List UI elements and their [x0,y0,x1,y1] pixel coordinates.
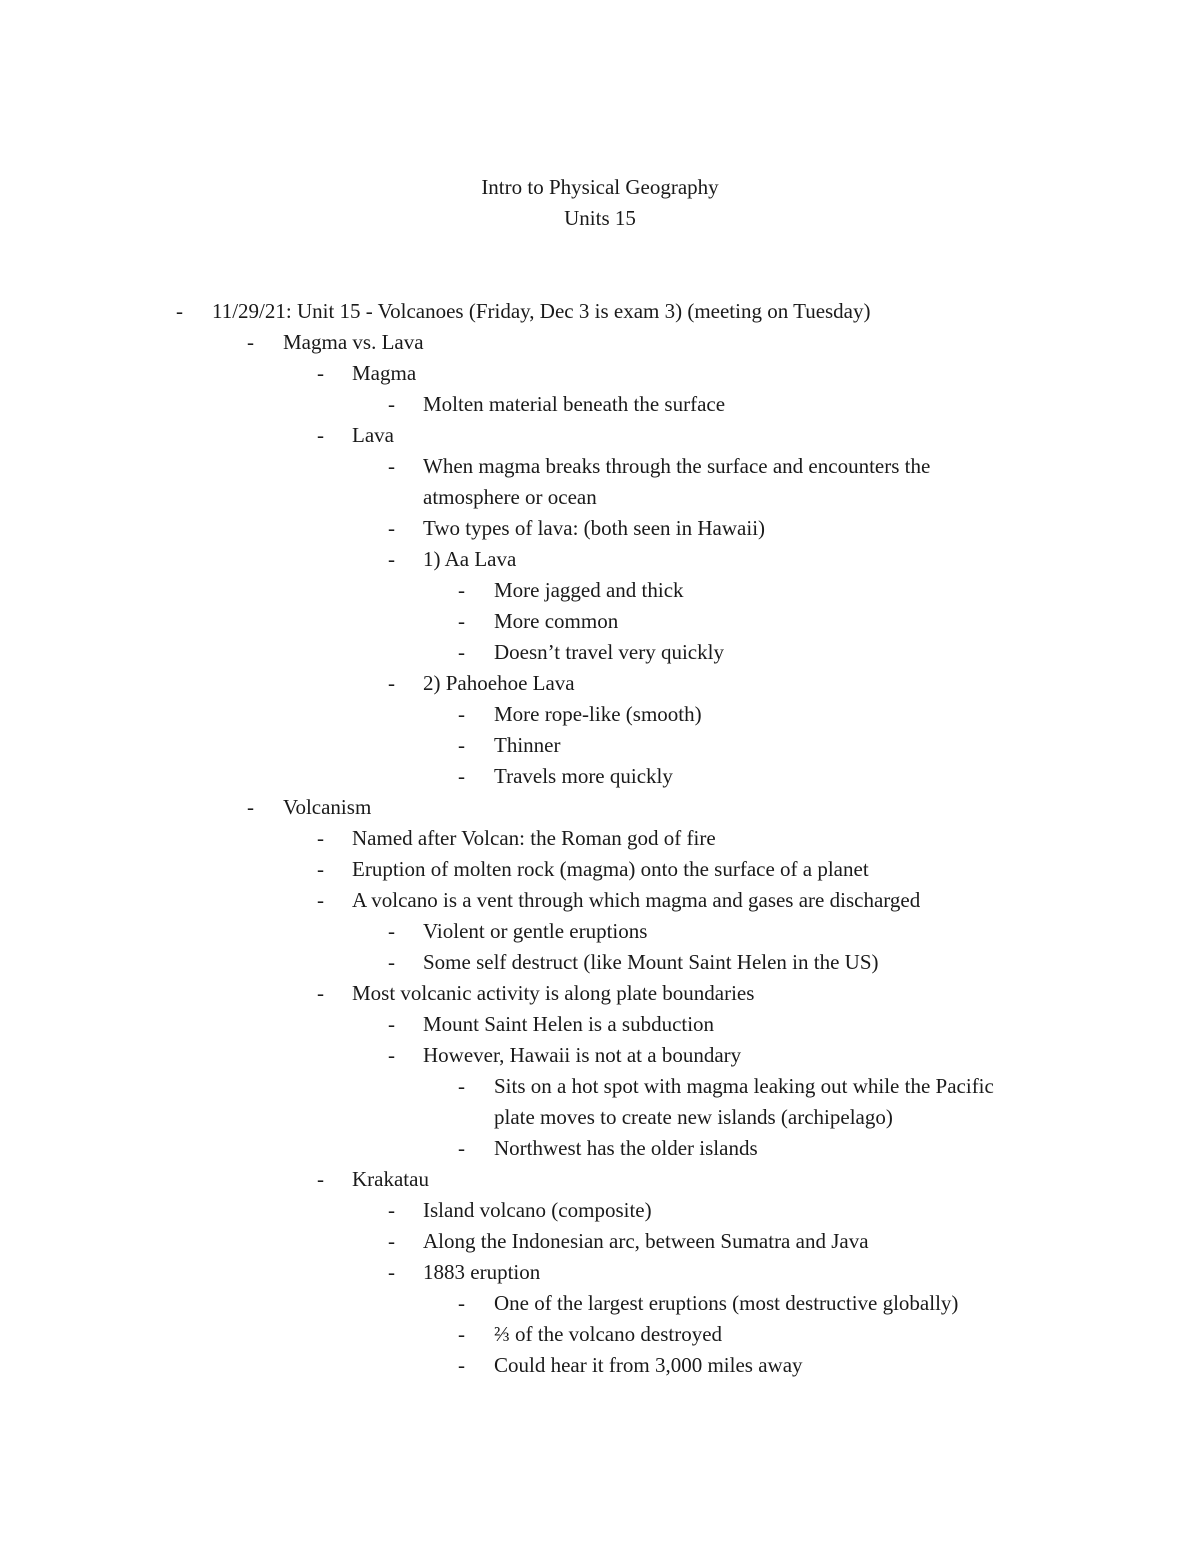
bullet-dash: - [317,1167,324,1191]
note-text: Violent or gentle eruptions [423,919,648,943]
note-line [0,513,1200,544]
document-title: Intro to Physical Geography [481,175,719,199]
note-text: Named after Volcan: the Roman god of fire [352,826,716,850]
note-text: Travels more quickly [494,764,673,788]
note-line [0,854,1200,885]
note-text: More rope-like (smooth) [494,702,702,726]
bullet-dash: - [317,981,324,1005]
bullet-dash: - [458,1074,465,1098]
note-line [0,730,1200,761]
note-text: Volcanism [283,795,372,819]
note-line [0,699,1200,730]
note-text: ⅔ of the volcano destroyed [494,1322,723,1346]
note-line [0,1133,1200,1164]
note-line [0,1195,1200,1226]
bullet-dash: - [458,578,465,602]
bullet-dash: - [247,795,254,819]
bullet-dash: - [458,764,465,788]
note-line [0,327,1200,358]
bullet-dash: - [458,1322,465,1346]
note-line [0,978,1200,1009]
bullet-dash: - [458,640,465,664]
note-text: However, Hawaii is not at a boundary [423,1043,742,1067]
note-text: Most volcanic activity is along plate boundaries [352,981,755,1005]
note-line [0,389,1200,420]
bullet-dash: - [247,330,254,354]
bullet-dash: - [388,1198,395,1222]
note-text: 2) Pahoehoe Lava [423,671,575,695]
bullet-dash: - [458,733,465,757]
note-text: plate moves to create new islands (archipelago) [494,1105,893,1129]
note-text: More jagged and thick [494,578,684,602]
note-text: 1883 eruption [423,1260,541,1284]
note-text: Some self destruct (like Mount Saint Helen in the US) [423,950,879,974]
note-line [0,947,1200,978]
note-line [0,1226,1200,1257]
bullet-dash: - [388,671,395,695]
note-line [0,575,1200,606]
note-text: Molten material beneath the surface [423,392,726,416]
bullet-dash: - [458,1291,465,1315]
note-text: Magma [352,361,417,385]
bullet-dash: - [388,1043,395,1067]
note-text: 11/29/21: Unit 15 - Volcanoes (Friday, Dec 3 is exam 3) (meeting on Tuesday) [212,299,871,323]
note-line [0,451,1200,482]
bullet-dash: - [388,547,395,571]
note-line [0,544,1200,575]
note-text: Krakatau [352,1167,429,1191]
note-text: Doesn’t travel very quickly [494,640,724,664]
note-text: Island volcano (composite) [423,1198,652,1222]
note-line [0,1164,1200,1195]
note-text: More common [494,609,619,633]
note-line [0,916,1200,947]
note-line [0,1257,1200,1288]
note-line [0,1102,1200,1133]
note-line [0,1071,1200,1102]
bullet-dash: - [388,1012,395,1036]
note-text: When magma breaks through the surface and encounters the [423,454,931,478]
document-subtitle: Units 15 [564,206,636,230]
bullet-dash: - [317,423,324,447]
note-line [0,420,1200,451]
bullet-dash: - [176,299,183,323]
note-line [0,1319,1200,1350]
note-text: atmosphere or ocean [423,485,597,509]
note-text: Two types of lava: (both seen in Hawaii) [423,516,766,540]
note-text: Along the Indonesian arc, between Sumatra and Java [423,1229,869,1253]
bullet-dash: - [388,1260,395,1284]
bullet-dash: - [317,857,324,881]
note-line [0,1009,1200,1040]
bullet-dash: - [458,1353,465,1377]
note-line [0,885,1200,916]
note-text: Eruption of molten rock (magma) onto the surface of a planet [352,857,869,881]
bullet-dash: - [388,392,395,416]
bullet-dash: - [388,454,395,478]
note-line [0,482,1200,513]
note-text: Sits on a hot spot with magma leaking out while the Pacific [494,1074,994,1098]
note-line [0,606,1200,637]
note-line [0,358,1200,389]
note-line [0,637,1200,668]
note-text: Lava [352,423,394,447]
bullet-dash: - [388,919,395,943]
note-text: Thinner [494,733,561,757]
note-text: Mount Saint Helen is a subduction [423,1012,715,1036]
bullet-dash: - [458,702,465,726]
note-text: Northwest has the older islands [494,1136,758,1160]
note-line [0,1350,1200,1381]
note-line [0,1040,1200,1071]
note-text: A volcano is a vent through which magma and gases are discharged [352,888,921,912]
bullet-dash: - [317,826,324,850]
note-line [0,668,1200,699]
bullet-dash: - [388,1229,395,1253]
bullet-dash: - [388,516,395,540]
note-line [0,823,1200,854]
bullet-dash: - [317,361,324,385]
note-line [0,1288,1200,1319]
bullet-dash: - [458,609,465,633]
bullet-dash: - [458,1136,465,1160]
note-line [0,792,1200,823]
bullet-dash: - [317,888,324,912]
note-text: One of the largest eruptions (most destructive globally) [494,1291,959,1315]
note-text: Could hear it from 3,000 miles away [494,1353,803,1377]
notes-list [0,296,1200,1381]
note-text: 1) Aa Lava [423,547,517,571]
note-text: Magma vs. Lava [283,330,424,354]
note-line [0,296,1200,327]
bullet-dash: - [388,950,395,974]
note-line [0,761,1200,792]
